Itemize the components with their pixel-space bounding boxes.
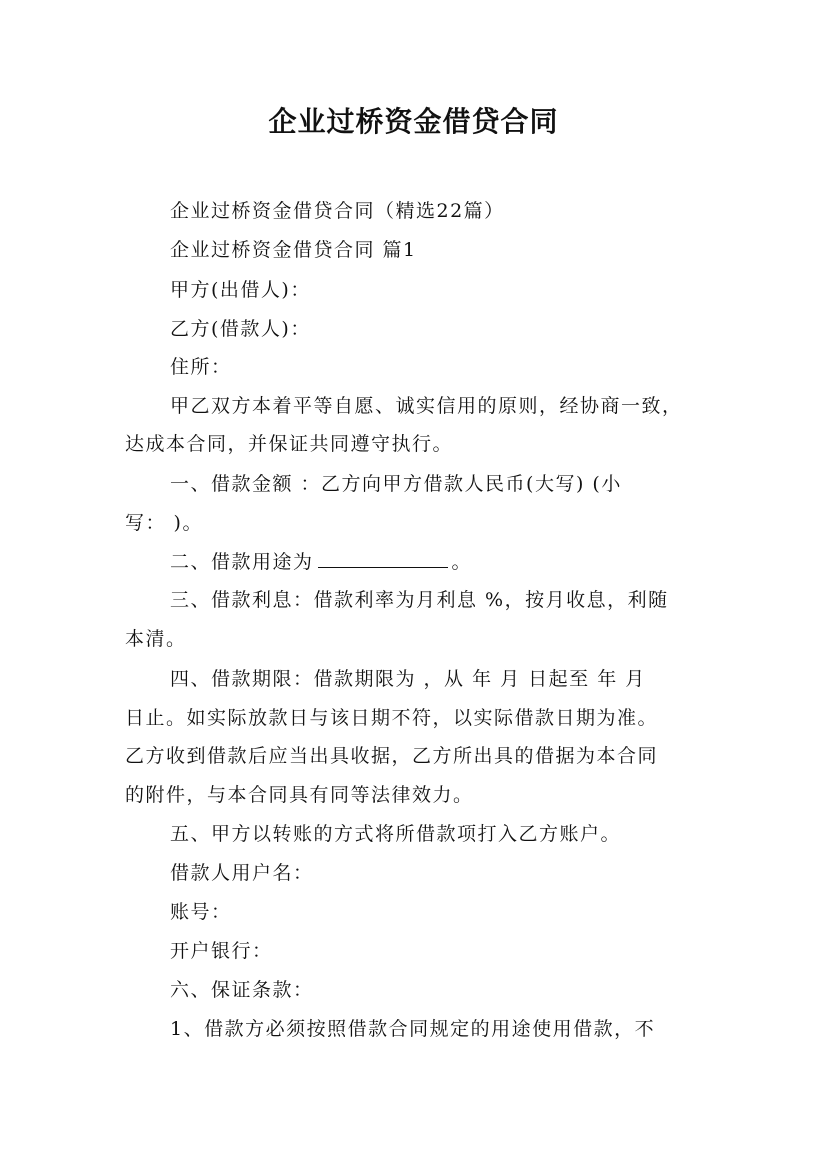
clause-4-line: 的附件，与本合同具有同等法律效力。 <box>125 784 474 806</box>
clause-2-end: 。 <box>451 551 473 573</box>
paragraph-line: 达成本合同，并保证共同遵守执行。 <box>125 433 454 455</box>
clause-5-line: 五、甲方以转账的方式将所借款项打入乙方账户。 <box>170 823 622 845</box>
clause-4-line: 日止。如实际放款日与该日期不符，以实际借款日期为准。 <box>125 707 659 729</box>
party-a-label: 甲方(出借人)： <box>170 279 311 301</box>
clause-6-heading: 六、保证条款： <box>170 979 314 1001</box>
clause-1-line: 写： )。 <box>125 512 203 534</box>
clause-2-line <box>170 549 472 574</box>
subtitle-line: 企业过桥资金借贷合同（精选22篇） <box>170 200 505 222</box>
bank-label: 开户银行： <box>170 940 273 962</box>
paragraph-line: 甲乙双方本着平等自愿、诚实信用的原则，经协商一致， <box>170 395 683 417</box>
clause-2-text: 二、借款用途为 <box>170 551 314 573</box>
clause-4-line: 四、借款期限：借款期限为 ，从 年 月 日起至 年 月 <box>170 668 646 690</box>
account-name-label: 借款人用户名： <box>170 862 314 884</box>
party-b-label: 乙方(借款人)： <box>170 318 311 340</box>
section-heading: 企业过桥资金借贷合同 篇1 <box>170 239 417 261</box>
clause-1-line: 一、借款金额 ：乙方向甲方借款人民币(大写) (小 <box>170 473 622 495</box>
document-title: 企业过桥资金借贷合同 <box>268 105 559 138</box>
address-label: 住所： <box>170 356 232 378</box>
clause-3-line: 三、借款利息：借款利率为月利息 %，按月收息，利随 <box>170 589 669 611</box>
fill-in-blank <box>318 549 448 568</box>
clause-4-line: 乙方收到借款后应当出具收据，乙方所出具的借据为本合同 <box>125 745 659 767</box>
clause-6-item: 1、借款方必须按照借款合同规定的用途使用借款，不 <box>170 1018 656 1040</box>
account-number-label: 账号： <box>170 901 232 923</box>
clause-3-line: 本清。 <box>125 628 187 650</box>
